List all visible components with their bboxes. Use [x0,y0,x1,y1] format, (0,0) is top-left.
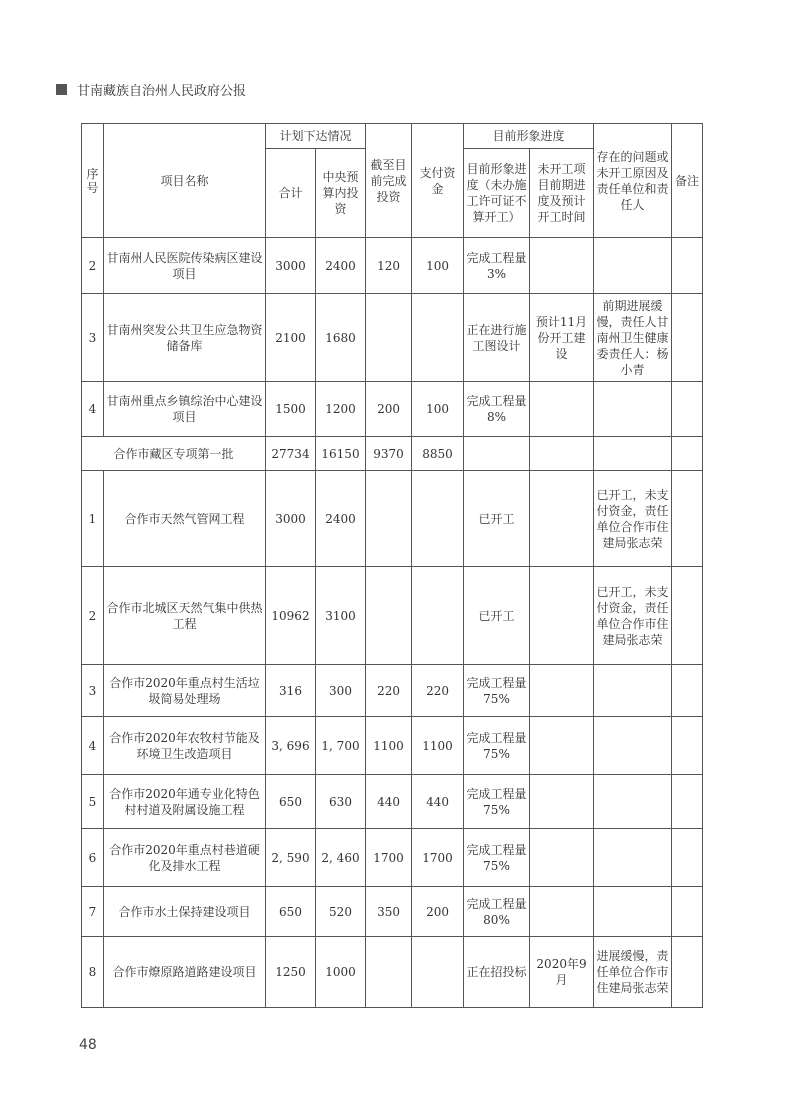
cell-remark [672,717,703,775]
cell-unstarted [530,717,594,775]
header-central: 中央预算内投资 [316,149,366,238]
cell-name: 合作市2020年重点村巷道硬化及排水工程 [104,829,266,887]
cell-name: 甘南州人民医院传染病区建设项目 [104,238,266,294]
cell-issues [594,887,672,937]
cell-total: 316 [266,665,316,717]
cell-issues: 已开工，未支付资金，责任单位合作市住建局张志荣 [594,471,672,567]
cell-issues [594,775,672,829]
cell-unstarted [530,829,594,887]
header-progress-group: 目前形象进度 [464,124,594,149]
subtotal-empty [530,437,594,471]
cell-unstarted [530,665,594,717]
cell-completed [366,937,412,1008]
cell-central: 1200 [316,382,366,437]
cell-name: 合作市北城区天然气集中供热工程 [104,567,266,665]
cell-paid: 100 [412,238,464,294]
cell-total: 3, 696 [266,717,316,775]
cell-total: 1500 [266,382,316,437]
cell-central: 1000 [316,937,366,1008]
header-plan-group: 计划下达情况 [266,124,366,149]
cell-central: 3100 [316,567,366,665]
subtotal-completed: 9370 [366,437,412,471]
cell-total: 650 [266,775,316,829]
cell-completed [366,567,412,665]
cell-seq: 5 [82,775,104,829]
cell-name: 合作市燎原路道路建设项目 [104,937,266,1008]
cell-seq: 4 [82,382,104,437]
header-issues: 存在的问题或未开工原因及责任单位和责任人 [594,124,672,238]
cell-name: 合作市2020年农牧村节能及环境卫生改造项目 [104,717,266,775]
cell-total: 3000 [266,238,316,294]
table-row [82,829,703,887]
cell-seq: 3 [82,294,104,382]
cell-central: 1, 700 [316,717,366,775]
cell-progress: 完成工程量75% [464,717,530,775]
cell-paid [412,937,464,1008]
table-row [82,937,703,1008]
cell-progress: 正在招投标 [464,937,530,1008]
subtotal-name: 合作市藏区专项第一批 [82,437,266,471]
cell-issues [594,665,672,717]
cell-paid: 100 [412,382,464,437]
cell-paid: 200 [412,887,464,937]
project-table [81,123,703,1008]
cell-name: 合作市天然气管网工程 [104,471,266,567]
cell-central: 2, 460 [316,829,366,887]
cell-seq: 6 [82,829,104,887]
cell-name: 合作市2020年通专业化特色村村道及附属设施工程 [104,775,266,829]
cell-paid: 440 [412,775,464,829]
header-completed: 截至目前完成投资 [366,124,412,238]
cell-central: 2400 [316,238,366,294]
cell-paid [412,567,464,665]
cell-seq: 4 [82,717,104,775]
cell-central: 630 [316,775,366,829]
cell-issues [594,829,672,887]
header-remark: 备注 [672,124,703,238]
cell-seq: 7 [82,887,104,937]
header-row-1 [82,124,703,149]
subtotal-paid: 8850 [412,437,464,471]
cell-seq: 8 [82,937,104,1008]
cell-progress: 完成工程量75% [464,829,530,887]
cell-seq: 2 [82,567,104,665]
cell-progress: 完成工程量3% [464,238,530,294]
subtotal-empty [672,437,703,471]
cell-unstarted [530,775,594,829]
table-row [82,294,703,382]
header-square-icon [56,84,67,95]
cell-remark [672,887,703,937]
cell-completed [366,471,412,567]
cell-remark [672,238,703,294]
subtotal-row [82,437,703,471]
cell-central: 300 [316,665,366,717]
cell-name: 甘南州突发公共卫生应急物资储备库 [104,294,266,382]
cell-completed: 200 [366,382,412,437]
cell-paid [412,471,464,567]
cell-seq: 3 [82,665,104,717]
cell-completed: 120 [366,238,412,294]
header-seq: 序号 [82,124,104,238]
cell-remark [672,471,703,567]
cell-remark [672,567,703,665]
cell-unstarted [530,567,594,665]
table-row [82,887,703,937]
cell-remark [672,829,703,887]
cell-issues: 已开工，未支付资金，责任单位合作市住建局张志荣 [594,567,672,665]
subtotal-empty [594,437,672,471]
cell-issues: 进展缓慢，责任单位合作市住建局张志荣 [594,937,672,1008]
cell-remark [672,775,703,829]
cell-paid: 1100 [412,717,464,775]
page-number: 48 [79,1037,97,1053]
cell-unstarted [530,382,594,437]
cell-seq: 2 [82,238,104,294]
cell-completed: 220 [366,665,412,717]
cell-total: 1250 [266,937,316,1008]
header-paid: 支付资金 [412,124,464,238]
cell-unstarted [530,238,594,294]
cell-completed [366,294,412,382]
cell-paid [412,294,464,382]
gazette-title: 甘南藏族自治州人民政府公报 [77,84,247,99]
cell-name: 合作市水土保持建设项目 [104,887,266,937]
cell-central: 2400 [316,471,366,567]
cell-seq: 1 [82,471,104,567]
cell-progress: 完成工程量75% [464,775,530,829]
subtotal-total: 27734 [266,437,316,471]
cell-progress: 完成工程量75% [464,665,530,717]
table-row [82,238,703,294]
cell-issues: 前期进展缓慢，责任人甘南州卫生健康委责任人：杨小青 [594,294,672,382]
header-total: 合计 [266,149,316,238]
cell-central: 1680 [316,294,366,382]
cell-total: 2, 590 [266,829,316,887]
document-header [56,80,246,99]
cell-paid: 1700 [412,829,464,887]
header-unstarted: 未开工项目前期进度及预计开工时间 [530,149,594,238]
cell-remark [672,294,703,382]
cell-name: 合作市2020年重点村生活垃圾简易处理场 [104,665,266,717]
table-row [82,775,703,829]
cell-issues [594,382,672,437]
header-name: 项目名称 [104,124,266,238]
subtotal-empty [464,437,530,471]
cell-remark [672,665,703,717]
cell-total: 10962 [266,567,316,665]
cell-total: 650 [266,887,316,937]
table-row [82,567,703,665]
cell-name: 甘南州重点乡镇综治中心建设项目 [104,382,266,437]
cell-completed: 440 [366,775,412,829]
cell-progress: 已开工 [464,567,530,665]
cell-completed: 1100 [366,717,412,775]
cell-unstarted [530,471,594,567]
header-progress: 目前形象进度（未办施工许可证不算开工） [464,149,530,238]
subtotal-central: 16150 [316,437,366,471]
cell-unstarted: 预计11月份开工建设 [530,294,594,382]
table-row [82,665,703,717]
cell-total: 3000 [266,471,316,567]
cell-remark [672,937,703,1008]
cell-progress: 完成工程量80% [464,887,530,937]
cell-progress: 已开工 [464,471,530,567]
cell-paid: 220 [412,665,464,717]
cell-unstarted: 2020年9月 [530,937,594,1008]
cell-progress: 完成工程量8% [464,382,530,437]
cell-completed: 350 [366,887,412,937]
table-row [82,471,703,567]
table-row [82,717,703,775]
cell-central: 520 [316,887,366,937]
cell-unstarted [530,887,594,937]
cell-issues [594,717,672,775]
cell-total: 2100 [266,294,316,382]
cell-remark [672,382,703,437]
cell-progress: 正在进行施工图设计 [464,294,530,382]
table-body [82,124,703,1008]
cell-completed: 1700 [366,829,412,887]
table-row [82,382,703,437]
cell-issues [594,238,672,294]
